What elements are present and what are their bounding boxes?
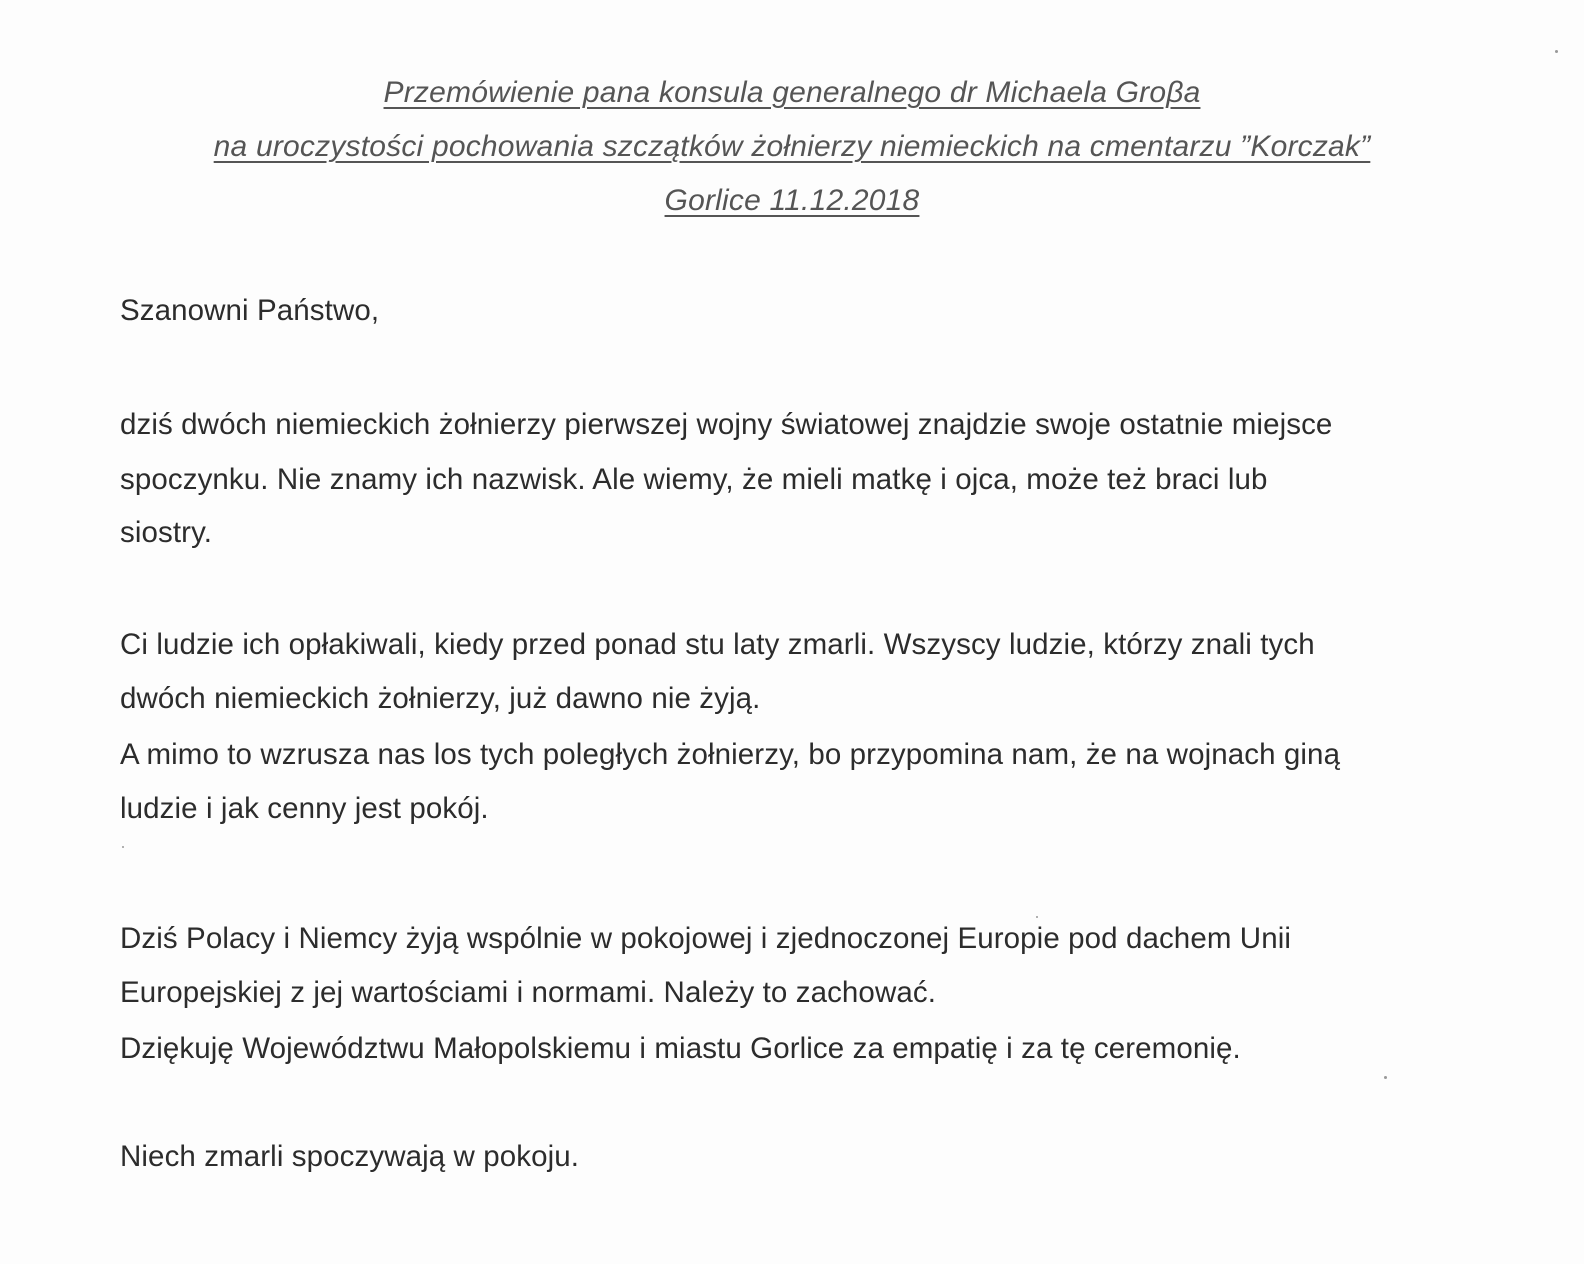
heading-place-date: Gorlice 11.12.2018	[664, 184, 920, 217]
paragraph-3-line-1: Dziś Polacy i Niemcy żyją wspólnie w pokojowej i zjednoczonej Europie pod dachem Unii	[120, 922, 1292, 955]
paragraph-2-line-3: A mimo to wzrusza nas los tych poległych żołnierzy, bo przypomina nam, że na wojnach giną	[120, 738, 1341, 771]
closing-line: Niech zmarli spoczywają w pokoju.	[120, 1140, 580, 1173]
paragraph-2-line-2: dwóch niemieckich żołnierzy, już dawno nie żyją.	[120, 682, 761, 715]
paragraph-1-line-1: dziś dwóch niemieckich żołnierzy pierwszej wojny światowej znajdzie swoje ostatnie miejsce	[120, 408, 1333, 441]
paragraph-1-line-2: spoczynku. Nie znamy ich nazwisk. Ale wiemy, że mieli matkę i ojca, może też braci lub	[120, 463, 1268, 496]
paragraph-2-line-1: Ci ludzie ich opłakiwali, kiedy przed ponad stu laty zmarli. Wszyscy ludzie, którzy znali tych	[120, 628, 1315, 661]
scan-speck	[122, 846, 124, 848]
paragraph-3-line-3: Dziękuję Województwu Małopolskiemu i miastu Gorlice za empatię i za tę ceremonię.	[120, 1032, 1241, 1065]
scan-speck	[1384, 1076, 1387, 1079]
paragraph-3-line-2: Europejskiej z jej wartościami i normami. Należy to zachować.	[120, 976, 936, 1009]
scan-speck	[1555, 50, 1558, 53]
scan-speck	[1036, 916, 1038, 918]
paragraph-2-line-4: ludzie i jak cenny jest pokój.	[120, 792, 489, 825]
greeting: Szanowni Państwo,	[120, 294, 380, 327]
heading-occasion: na uroczystości pochowania szczątków żołnierzy niemieckich na cmentarzu ”Korczak”	[213, 130, 1371, 163]
paragraph-1-line-3: siostry.	[120, 516, 213, 549]
heading-title: Przemówienie pana konsula generalnego dr Michaela Groβa	[383, 76, 1201, 109]
